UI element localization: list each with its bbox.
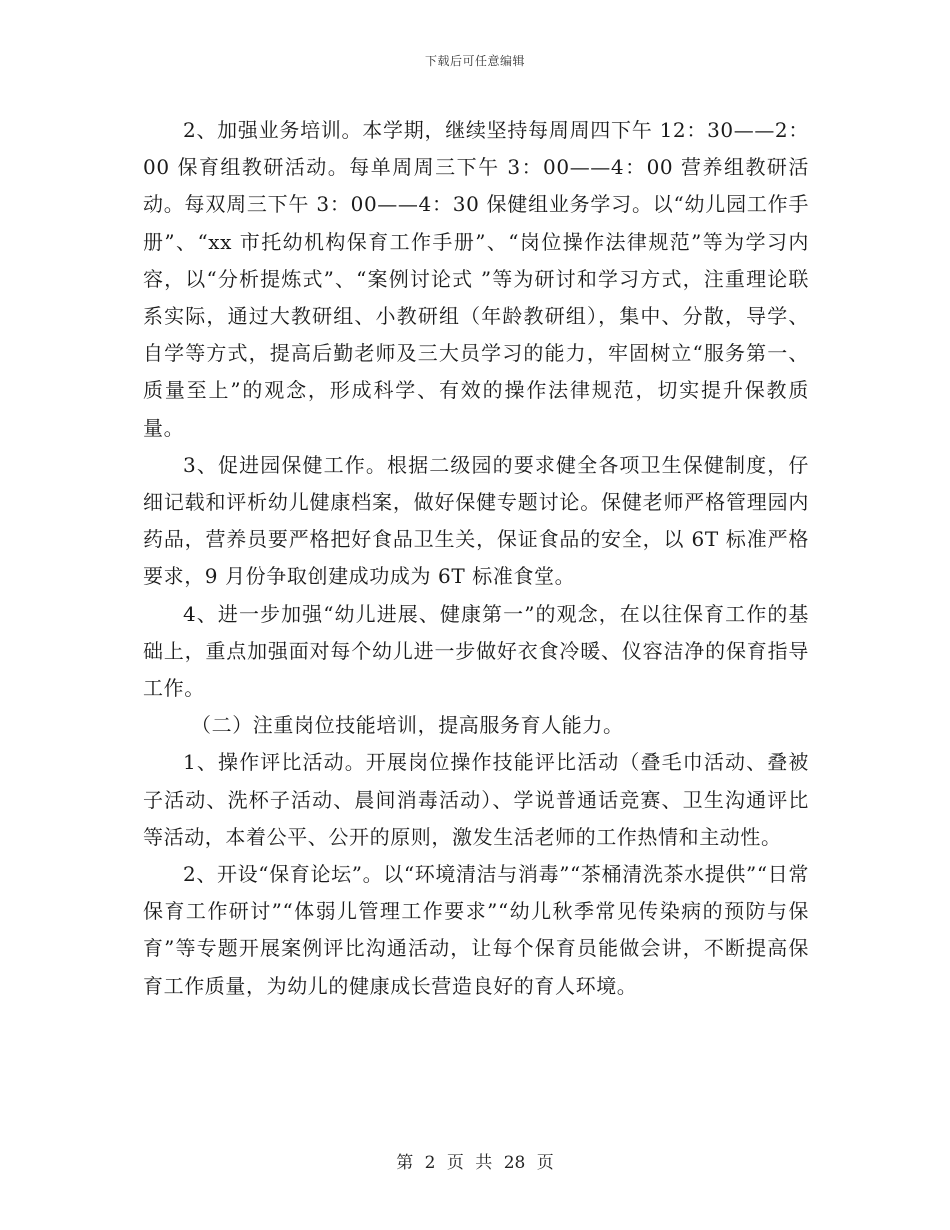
paragraph-health-work: 3、促进园保健工作。根据二级园的要求健全各项卫生保健制度，仔细记载和评析幼儿健康档案，做好保健专题讨论。保健老师严格管理园内药品，营养员要严格把好食品卫生关，保证食品的安全，以 6T 标准严格要求，9 月份争取创建成功成为 6T 标准食堂。 xyxy=(143,452,809,589)
document-body xyxy=(143,112,809,1005)
section-heading-skill-training: （二）注重岗位技能培训，提高服务育人能力。 xyxy=(191,713,624,738)
paragraph-business-training: 2、加强业务培训。本学期，继续坚持每周周四下午 12：30——2：00 保育组教研活动。每单周周三下午 3：00——4：00 营养组教研活动。每双周三下午 3：00——4：30 保健组业务学习。以“幼儿园工作手册”、“xx 市托幼机构保育工作手册”、“岗位操作法律规范”等为学习内容，以“分析提炼式”、“案例讨论式 ”等为研讨和学习方式，注重理论联系实际，通过大教研组、小教研组（年龄教研组），集中、分散，导学、自学等方式，提高后勤老师及三大员学习的能力，牢固树立“服务第一、质量至上”的观念，形成科学、有效的操作法律规范，切实提升保教质量。 xyxy=(143,118,809,440)
paragraph-care-forum: 2、开设“保育论坛”。以“环境清洁与消毒”“茶桶清洗茶水提供”“日常保育工作研讨”“体弱儿管理工作要求”“幼儿秋季常见传染病的预防与保育”等专题开展案例评比沟通活动，让每个保育员能做会讲，不断提高保育工作质量，为幼儿的健康成长营造良好的育人环境。 xyxy=(143,862,809,998)
page-header: 下载后可任意编辑 xyxy=(424,54,525,68)
paragraph-health-first: 4、进一步加强“幼儿进展、健康第一”的观念，在以往保育工作的基础上，重点加强面对每个幼儿进一步做好衣食冷暖、仪容洁净的保育指导工作。 xyxy=(143,601,809,701)
page-footer: 第 2 页 共 28 页 xyxy=(396,1153,554,1173)
paragraph-operation-contest: 1、操作评比活动。开展岗位操作技能评比活动（叠毛巾活动、叠被子活动、洗杯子活动、晨间消毒活动）、学说普通话竞赛、卫生沟通评比等活动，本着公平、公开的原则，激发生活老师的工作热情和主动性。 xyxy=(143,750,809,849)
